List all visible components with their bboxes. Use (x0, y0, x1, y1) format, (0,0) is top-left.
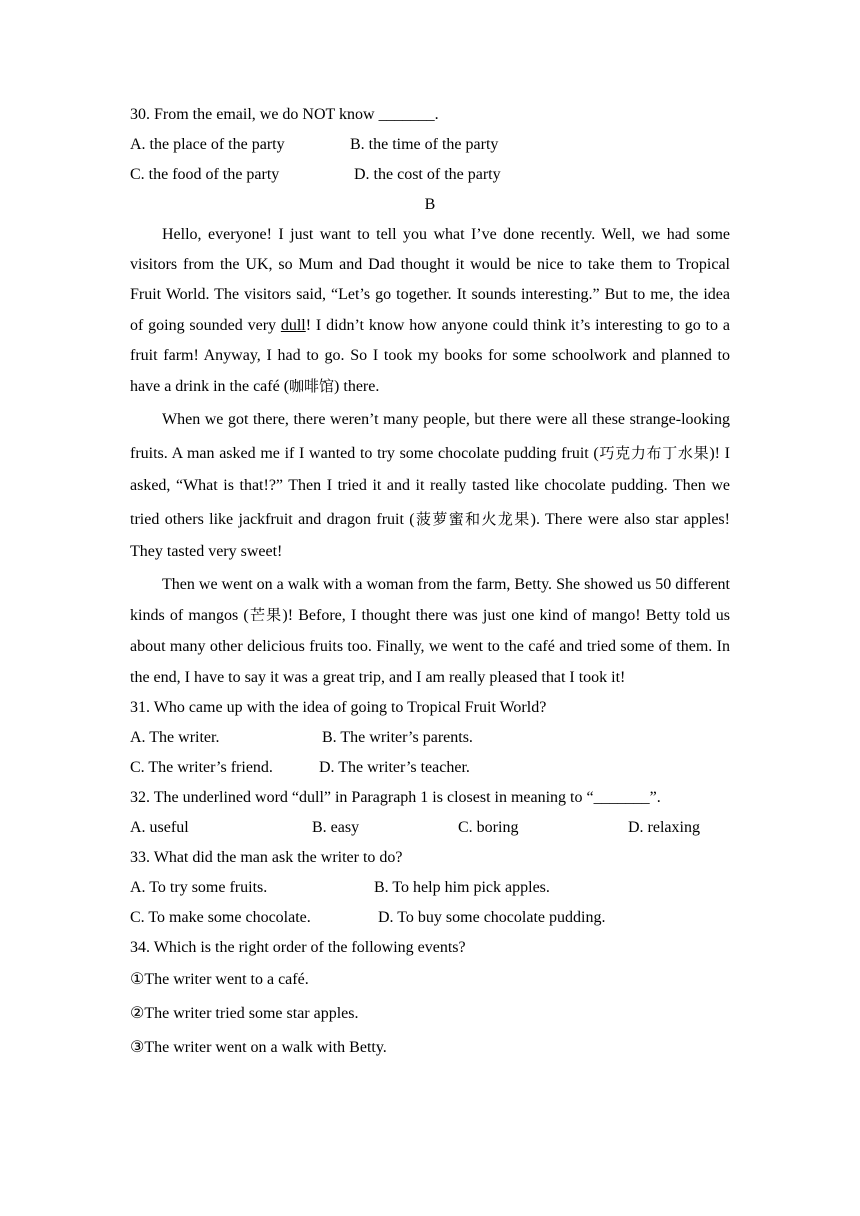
passage-paragraph-1 (130, 220, 730, 402)
chinese-gloss: 巧克力布丁水果 (598, 443, 710, 462)
passage-text: ) there. (334, 378, 380, 396)
passage-text: ). There were also star apples! They tasted very sweet! (130, 510, 730, 561)
question-30-options-row-1 (130, 130, 730, 160)
passage-text: )! Before, I thought there was just one kind of mango! Betty told us about many other delicious fruits too. Finally, we went to the café and tried some of them. In the end, I have to say it was a great trip, and I am really pleased that I took it! (130, 606, 730, 686)
question-34-event-2: ②The writer tried some star apples. (130, 1004, 359, 1022)
question-30-option-a: A. the place of the party (130, 136, 285, 153)
chinese-gloss: 咖啡馆 (289, 377, 335, 396)
question-30-stem: 30. From the email, we do NOT know _______. (130, 106, 439, 123)
question-31-options-row-2 (130, 753, 730, 783)
question-31-stem: 31. Who came up with the idea of going to Tropical Fruit World? (130, 698, 547, 716)
passage-text: )! I asked, “What is that!?” Then I tried it and it really tasted like chocolate pudding. Then we tried others like jackfruit and dragon fruit ( (130, 444, 731, 528)
question-33-options-row-1 (130, 873, 730, 903)
question-33-option-d: D. To buy some chocolate pudding. (378, 908, 606, 926)
question-32-option-c: C. boring (458, 818, 519, 836)
passage-paragraph-3 (130, 569, 730, 693)
question-30-option-b: B. the time of the party (350, 136, 499, 153)
question-31-option-b: B. The writer’s parents. (322, 728, 473, 746)
question-30-options-row-2 (130, 160, 730, 190)
question-33-options-row-2 (130, 903, 730, 933)
question-31-option-d: D. The writer’s teacher. (319, 758, 470, 776)
question-34-stem: 34. Which is the right order of the following events? (130, 938, 466, 956)
passage-paragraph-2 (130, 404, 730, 569)
question-33-option-a: A. To try some fruits. (130, 878, 268, 896)
section-label-b: B (424, 196, 436, 213)
question-32-stem: 32. The underlined word “dull” in Paragraph 1 is closest in meaning to “_______”. (130, 788, 661, 806)
underlined-word-dull: dull (280, 316, 306, 334)
question-34-event-3: ③The writer went on a walk with Betty. (130, 1038, 387, 1056)
chinese-gloss: 菠萝蜜和火龙果 (414, 509, 531, 528)
question-32-options-row (130, 813, 730, 843)
question-33-option-b: B. To help him pick apples. (374, 878, 550, 896)
question-30-option-d: D. the cost of the party (354, 166, 501, 183)
question-31-option-c: C. The writer’s friend. (130, 758, 273, 776)
question-34-event-1: ①The writer went to a café. (130, 970, 309, 988)
question-31-options-row-1 (130, 723, 730, 753)
passage-text: ! I didn’t know how anyone could think it’s interesting to go to a fruit farm! Anyway, I had to go. So I took my books for some schoolwork and planned to have a drink in the café ( (130, 316, 730, 396)
question-32-option-d: D. relaxing (628, 818, 700, 836)
passage-text: Hello, everyone! I just want to tell you what I’ve done recently. Well, we had some visitors from the UK, so Mum and Dad thought it would be nice to take them to Tropical Fruit World. The visitors said, “Let’s go together. It sounds interesting.” But to me, the idea of going sounded very (130, 226, 730, 334)
exam-page (130, 100, 730, 1065)
question-33-option-c: C. To make some chocolate. (130, 908, 311, 926)
question-32-option-a: A. useful (130, 818, 189, 836)
question-31-option-a: A. The writer. (130, 728, 220, 746)
passage-text: Then we went on a walk with a woman from the farm, Betty. She showed us 50 different kinds of mangos ( (130, 575, 730, 624)
chinese-gloss: 芒果 (248, 605, 283, 624)
question-30-option-c: C. the food of the party (130, 166, 280, 183)
question-33-stem: 33. What did the man ask the writer to do? (130, 848, 403, 866)
question-32-option-b: B. easy (312, 818, 360, 836)
passage-text: When we got there, there weren’t many people, but there were all these strange-looking fruits. A man asked me if I wanted to try some chocolate pudding fruit ( (130, 411, 730, 462)
